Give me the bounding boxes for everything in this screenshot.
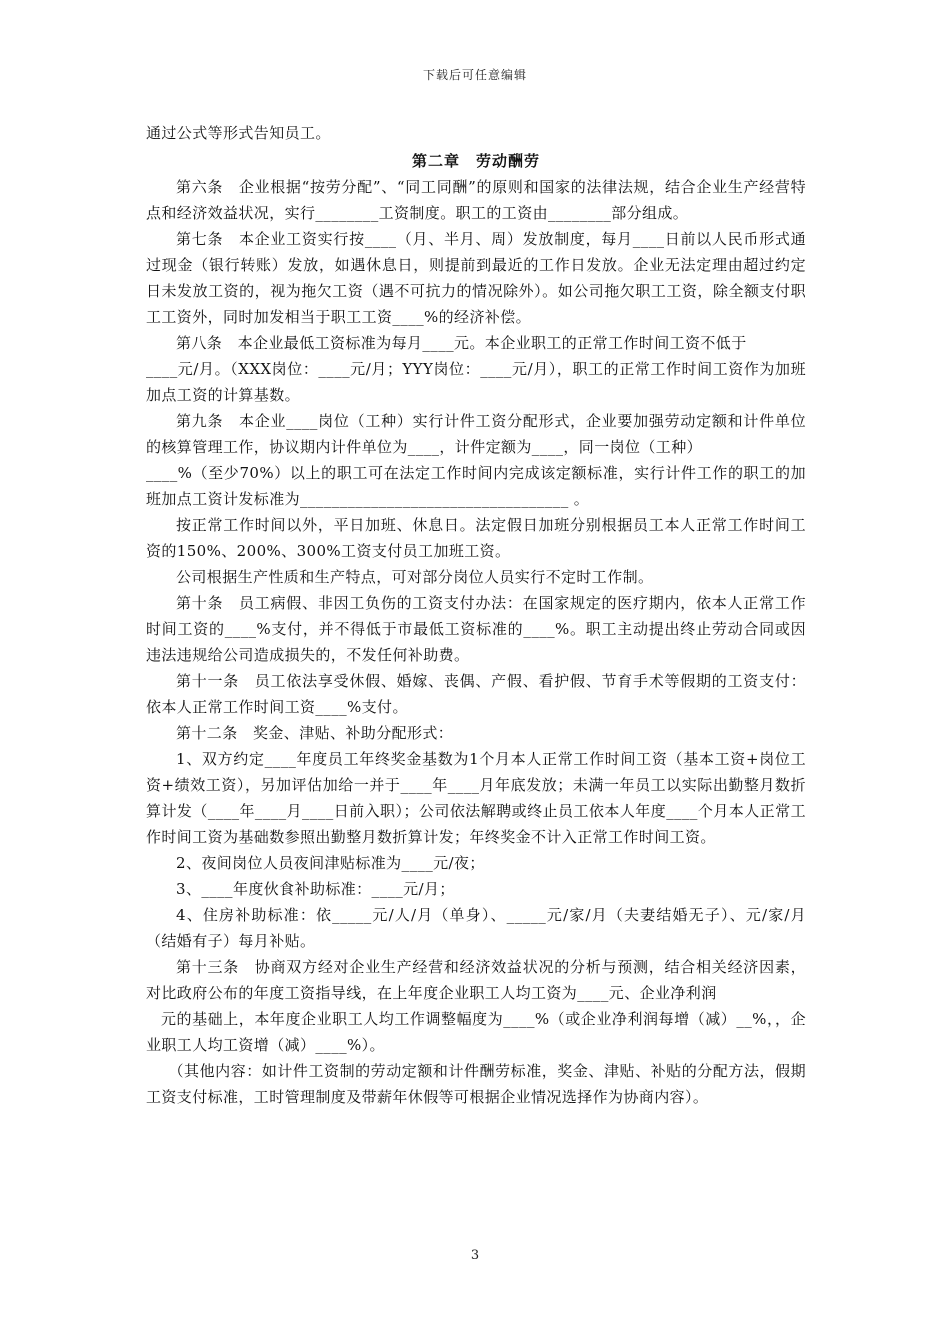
page-number: 3 [470, 1248, 480, 1263]
article-10: 第十条 员工病假、非因工负伤的工资支付办法：在国家规定的医疗期内，依本人正常工作时间工资的____%支付，并不得低于市最低工资标准的____%。职工主动提出终止劳动合同或因违法违规给公司造成损失的，不发任何补助费。 [146, 594, 806, 664]
article-7: 第七条 本企业工资实行按____（月、半月、周）发放制度，每月____日前以人民币形式通过现金（银行转账）发放，如遇休息日，则提前到最近的工作日发放。企业无法定理由超过约定日未发放工资的，视为拖欠工资（遇不可抗力的情况除外）。如公司拖欠职工工资，除全额支付职工工资外，同时加发相当于职工工资____%的经济补偿。 [146, 230, 806, 326]
chapter-title: 第二章 劳动酬劳 [411, 152, 540, 170]
article-12-item-4: 4、住房补助标准：依_____元/人/月（单身）、_____元/家/月（夫妻结婚无子）、元/家/月（结婚有子）每月补贴。 [146, 906, 806, 950]
article-12-item-3: 3、____年度伙食补助标准：____元/月； [176, 880, 455, 898]
article-8: 第八条 本企业最低工资标准为每月____元。本企业职工的正常工作时间工资不低于 [176, 334, 747, 352]
article-9-continued: ____%（至少70%）以上的职工可在法定工作时间内完成该定额标准，实行计件工作的职工的加班加点工资计发标准为__________________________________ 。 [146, 464, 806, 508]
article-12-item-1: 1、双方约定____年度员工年终奖金基数为1个月本人正常工作时间工资（基本工资+岗位工资+绩效工资），另加评估加给一并于____年____月年底发放；未满一年员工以实际出勤整月数折算计发（____年____月____日前入职）；公司依法解聘或终止员工依本人年度____个月本人正常工作时间工资为基础数参照出勤整月数折算计发；年终奖金不计入正常工作时间工资。 [146, 750, 806, 846]
article-6: 第六条 企业根据“按劳分配”、“同工同酬”的原则和国家的法律法规，结合企业生产经营特点和经济效益状况，实行________工资制度。职工的工资由________部分组成。 [146, 178, 806, 222]
overtime-paragraph: 按正常工作时间以外，平日加班、休息日。法定假日加班分别根据员工本人正常工作时间工资的150%、200%、300%工资支付员工加班工资。 [146, 516, 806, 560]
flexible-hours-paragraph: 公司根据生产性质和生产特点，可对部分岗位人员实行不定时工作制。 [176, 568, 654, 586]
article-12: 第十二条 奖金、津贴、补助分配形式： [176, 724, 454, 742]
article-13: 第十三条 协商双方经对企业生产经营和经济效益状况的分析与预测，结合相关经济因素，对比政府公布的年度工资指导线，在上年度企业职工人均工资为____元、企业净利润 [146, 958, 806, 1002]
article-8-continued: ____元/月。（XXX岗位：____元/月；YYY岗位：____元/月），职工的正常工作时间工资作为加班加点工资的计算基数。 [146, 360, 806, 404]
article-12-item-2: 2、夜间岗位人员夜间津贴标准为____元/夜； [176, 854, 485, 872]
document-body [146, 120, 806, 1110]
article-13-continued: 元的基础上，本年度企业职工人均工作调整幅度为____%（或企业净利润每增（减）__%，，企业职工人均工资增（减）____%）。 [146, 1010, 806, 1054]
paragraph-continuation: 通过公式等形式告知员工。 [146, 124, 331, 142]
article-9: 第九条 本企业____岗位（工种）实行计件工资分配形式，企业要加强劳动定额和计件单位的核算管理工作，协议期内计件单位为____，计件定额为____，同一岗位（工种） [146, 412, 806, 456]
other-content-note: （其他内容：如计件工资制的劳动定额和计件酬劳标准，奖金、津贴、补贴的分配方法，假期工资支付标准，工时管理制度及带薪年休假等可根据企业情况选择作为协商内容）。 [146, 1062, 806, 1106]
page-header: 下载后可任意编辑 [422, 68, 527, 82]
article-11: 第十一条 员工依法享受休假、婚嫁、丧偶、产假、看护假、节育手术等假期的工资支付：依本人正常工作时间工资____%支付。 [146, 672, 806, 716]
